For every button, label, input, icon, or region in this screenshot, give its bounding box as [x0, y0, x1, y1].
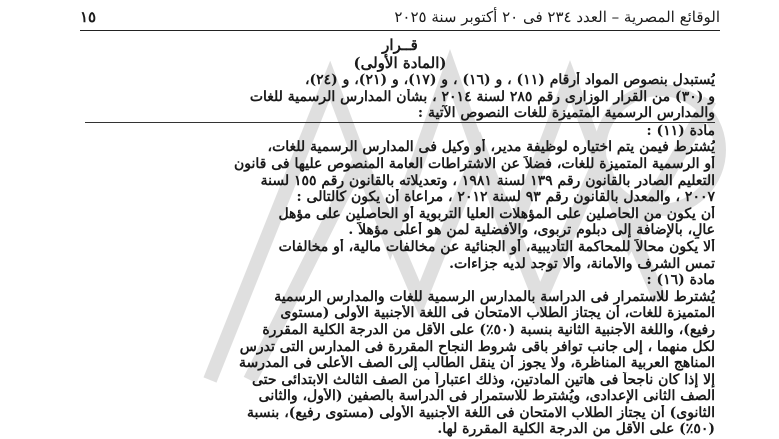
- page-header: [80, 8, 720, 31]
- text-line: التعليم الصادر بالقانون رقم ١٣٩ لسنة ١٩٨١ ، وتعديلاته بالقانون رقم ١٥٥ لسنة: [260, 172, 715, 189]
- text-line: يُشترط فيمن يتم اختياره لوظيفة مدير، أو وكيل فى المدارس الرسمية للغات،: [267, 139, 715, 156]
- text-line: والمدارس الرسمية المتميزة للغات النصوص الآتية :: [85, 105, 715, 123]
- text-line: ٢٠٠٧ ، والمعدل بالقانون رقم ٩٣ لسنة ٢٠١٢ ، مراعاة أن يكون كالتالى :: [296, 189, 715, 206]
- text-line: المناهج العربية المناظرة، ولا يجوز أن ينقل الطالب إلى الصف الأعلى فى المدرسة: [238, 355, 715, 372]
- text-line: الثانوى) أن يجتاز الطلاب الامتحان فى اللغة الأجنبية الأولى (مستوى رفيع)، بنسبة: [246, 404, 715, 421]
- text-line: و (٣٠) من القرار الوزارى رقم ٢٨٥ لسنة ٢٠١٤ ، بشأن المدارس الرسمية للغات: [249, 88, 715, 105]
- gazette-issue-title: الوقائع المصرية – العدد ٢٣٤ فى ٢٠ أكتوبر سنة ٢٠٢٥: [394, 8, 720, 26]
- text-line: إلا إذا كان ناجحاً فى هاتين المادتين، وذلك اعتباراً من الصف الثالث الابتدائى حتى: [251, 371, 715, 388]
- gazette-page: [40, 0, 750, 439]
- text-line: أن يكون من الحاصلين على المؤهلات العليا التربوية أو الحاصلين على مؤهل: [278, 205, 715, 222]
- text-line: الصف الثانى الإعدادى، ويُشترط للاستمرار فى الدراسة بالصفين (الأول، والثانى: [258, 388, 715, 405]
- article-label: مادة (١١) :: [646, 122, 715, 139]
- text-line: يُستبدل بنصوص المواد أرقام (١١) ، و (١٦) ، و (١٧)، و (٢١)، و (٢٤)،: [304, 72, 715, 88]
- article-label: مادة (١٦) :: [646, 272, 715, 289]
- text-line: ألا يكون محالاً للمحاكمة التأديبية، أو الجنائية عن مخالفات مالية، أو مخالفات: [278, 238, 715, 255]
- text-line: لكل منهما ، إلى جانب توافر باقى شروط النجاح المقررة فى المدارس التى تدرس: [239, 338, 715, 355]
- text-line: يُشترط للاستمرار فى الدراسة بالمدارس الرسمية للغات والمدارس الرسمية: [274, 288, 715, 305]
- text-line: (٥٠٪) على الأقل من الدرجة الكلية المقررة لها.: [437, 421, 715, 438]
- page-number: ١٥: [80, 8, 97, 26]
- text-line: رفيع)، واللغة الأجنبية الثانية بنسبة (٥٠٪) على الأقل من الدرجة الكلية المقررة: [262, 321, 715, 338]
- text-line: أو الرسمية المتميزة للغات، فضلاً عن الاشتراطات العامة المنصوص عليها فى قانون: [233, 155, 715, 172]
- decree-body: [85, 36, 715, 438]
- decree-title: قــرار: [382, 36, 418, 54]
- article-heading: (المادة الأولى): [353, 54, 447, 72]
- text-line: المتميزة للغات، أن يجتاز الطلاب الامتحان فى اللغة الأجنبية الأولى (مستوى: [280, 305, 715, 322]
- text-line: عالٍ، بالإضافة إلى دبلوم تربوى، والأفضلية لمن هو أعلى مؤهلاً .: [348, 222, 715, 239]
- text-line: تمس الشرف والأمانة، وألا توجد لديه جزاءات.: [449, 255, 715, 272]
